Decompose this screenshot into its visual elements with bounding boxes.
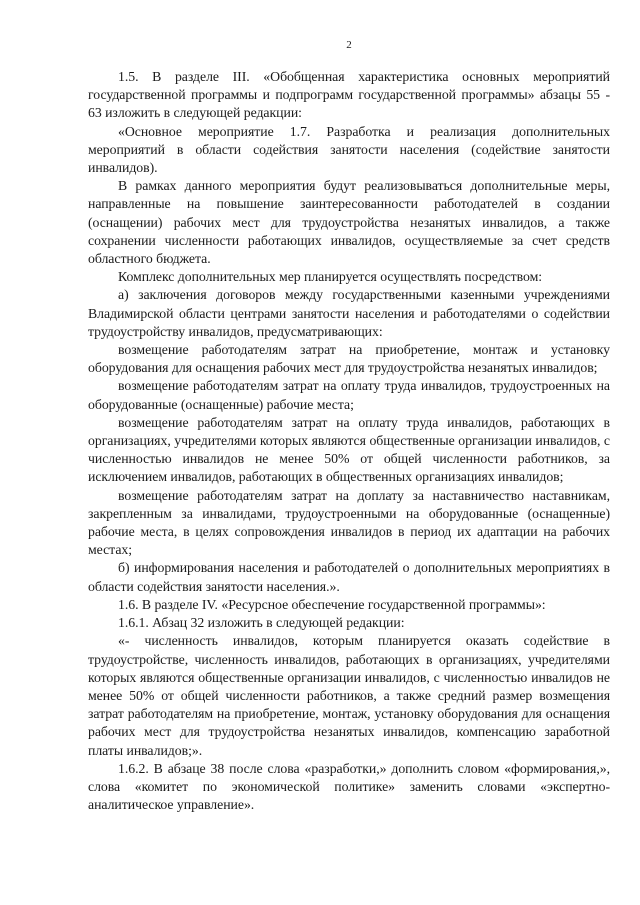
paragraph-1-6-2: 1.6.2. В абзаце 38 после слова «разработки,» дополнить словом «формирования,», слова «комитет по экономической политике» заменить словами «экспертно-аналитическое управление». <box>88 760 610 813</box>
paragraph-reimbursement-mentoring: возмещение работодателям затрат на доплату за наставничество наставникам, закрепленным за инвалидами, трудоустроенными на оборудованные (оснащенные) рабочие места, в целях сопровождения инвалидов в период их адаптации на рабочих местах; <box>88 487 610 558</box>
paragraph-1-6-1: 1.6.1. Абзац 32 изложить в следующей редакции: <box>118 615 405 631</box>
page-number: 2 <box>346 39 352 51</box>
paragraph-1-5: 1.5. В разделе III. «Обобщенная характеристика основных мероприятий государственной программы и подпрограмм государственной программы» абзацы 55 - 63 изложить в следующей редакции: <box>88 69 610 121</box>
paragraph-reimbursement-wages: возмещение работодателям затрат на оплату труда инвалидов, трудоустроенных на оборудованные (оснащенные) рабочие места; <box>88 378 610 412</box>
paragraph-item-a: а) заключения договоров между государственными казенными учреждениями Владимирской области центрами занятости населения и работодателями о содействии трудоустройству инвалидов, предусматривающих: <box>88 287 610 339</box>
paragraph-reimbursement-organizations: возмещение работодателям затрат на оплату труда инвалидов, работающих в организациях, учредителями которых являются общественные организации инвалидов, с численностью инвалидов не менее 50% от общей численности работников, за исключением инвалидов, работающих в общественных организациях инвалидов; <box>88 414 610 485</box>
paragraph-measure-1-7: «Основное мероприятие 1.7. Разработка и реализация дополнительных мероприятий в области содействия занятости населения (содействие занятости инвалидов). <box>88 123 610 176</box>
paragraph-reimbursement-equipment: возмещение работодателям затрат на приобретение, монтаж и установку оборудования для оснащения рабочих мест для трудоустройства незанятых инвалидов; <box>88 342 610 376</box>
paragraph-new-wording: «- численность инвалидов, которым планируется оказать содействие в трудоустройстве, численность инвалидов, работающих в организациях, учредителями которых являются общественные организации инвалидов, с численностью инвалидов не менее 50% от общей численности работников, а также средний размер возмещения затрат работодателям на приобретение, монтаж, установку оборудования для оснащения рабочих мест для трудоустройства незанятых инвалидов, компенсацию заработной платы инвалидов;». <box>88 633 610 758</box>
paragraph-1-6: 1.6. В разделе IV. «Ресурсное обеспечение государственной программы»: <box>118 596 546 612</box>
paragraph-measure-description: В рамках данного мероприятия будут реализовываться дополнительные меры, направленные на повышение заинтересованности работодателей в создании (оснащении) рабочих мест для трудоустройства незанятых инвалидов, а также сохранении численности работающих инвалидов, осуществляемые за счет средств областного бюджета. <box>88 178 610 267</box>
paragraph-item-b: б) информирования населения и работодателей о дополнительных мероприятиях в области содействия занятости населения.». <box>88 560 610 594</box>
paragraph-measures-intro: Комплекс дополнительных мер планируется осуществлять посредством: <box>118 269 543 285</box>
